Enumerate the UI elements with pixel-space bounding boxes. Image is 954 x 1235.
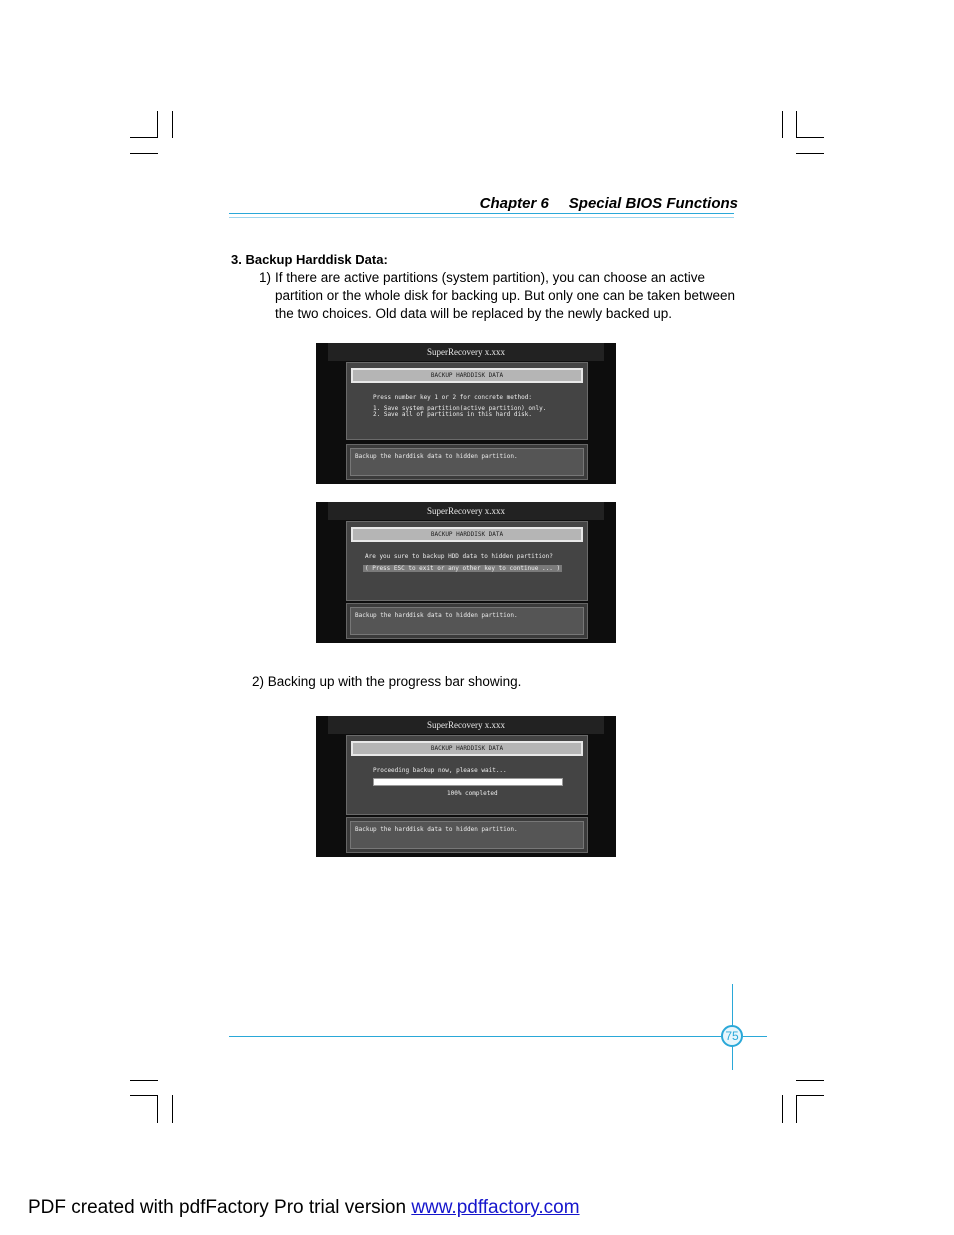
footer-crosshair — [743, 1036, 767, 1037]
crop-mark — [130, 137, 158, 138]
status-bar — [346, 603, 588, 639]
page-number: 75 — [721, 1025, 743, 1047]
crop-mark — [796, 111, 797, 138]
pdf-footer-note — [28, 1197, 580, 1219]
crop-mark — [172, 111, 173, 138]
crop-mark — [130, 153, 158, 154]
screen-title: SuperRecovery x.xxx — [427, 347, 505, 357]
paragraph-1-text: If there are active partitions (system partition), you can choose an active partition or the whole disk for backing up. But only one can be taken between the two choices. Old data will be replaced by the newly backed up. — [275, 270, 736, 321]
crop-mark — [157, 1095, 158, 1123]
section-heading: 3. Backup Harddisk Data: — [231, 252, 388, 267]
progress-bar — [373, 778, 563, 786]
panel-title: BACKUP HARDDISK DATA — [351, 741, 583, 756]
paragraph-2: 2) Backing up with the progress bar showing. — [252, 674, 522, 689]
panel-title: BACKUP HARDDISK DATA — [351, 527, 583, 542]
header-rule — [229, 213, 734, 214]
progress-completed: 100% completed — [447, 790, 498, 797]
status-text: Backup the harddisk data to hidden partition. — [355, 612, 518, 619]
panel-title: BACKUP HARDDISK DATA — [351, 368, 583, 383]
dialog-panel — [346, 362, 588, 440]
status-text: Backup the harddisk data to hidden partition. — [355, 826, 518, 833]
chapter-title: Special BIOS Functions — [568, 195, 738, 212]
chapter-label: Chapter 6 — [479, 195, 549, 212]
progress-fill — [374, 779, 562, 785]
crop-mark — [172, 1095, 173, 1123]
bios-screenshot-method — [316, 343, 616, 484]
crop-mark — [796, 1095, 797, 1123]
screen-title: SuperRecovery x.xxx — [427, 506, 505, 516]
status-bar — [346, 817, 588, 853]
crop-mark — [130, 1095, 158, 1096]
bios-screenshot-confirm — [316, 502, 616, 643]
crop-mark — [796, 1080, 824, 1081]
crop-mark — [796, 137, 824, 138]
method-option-2[interactable]: 2. Save all of partitions in this hard disk. — [373, 411, 532, 418]
screen-title: SuperRecovery x.xxx — [427, 720, 505, 730]
confirm-prompt[interactable]: ( Press ESC to exit or any other key to continue ... ) — [365, 565, 561, 572]
crop-mark — [796, 1095, 824, 1096]
crop-mark — [130, 1080, 158, 1081]
pdf-note-text: PDF created with pdfFactory Pro trial version — [28, 1197, 412, 1218]
dialog-panel — [346, 735, 588, 815]
status-text: Backup the harddisk data to hidden partition. — [355, 453, 518, 460]
pdffactory-link[interactable]: www.pdffactory.com — [411, 1197, 580, 1218]
crop-mark — [796, 153, 824, 154]
method-option-1[interactable]: 1. Save system partition(active partition) only. — [373, 405, 547, 412]
running-header — [400, 195, 738, 212]
crop-mark — [782, 1095, 783, 1123]
status-bar — [346, 444, 588, 480]
footer-rule — [229, 1036, 721, 1037]
progress-message: Proceeding backup now, please wait... — [373, 767, 507, 774]
confirm-question: Are you sure to backup HDD data to hidden partition? — [365, 553, 553, 560]
paragraph-1-number: 1) — [259, 270, 272, 285]
crop-mark — [157, 111, 158, 138]
header-rule — [229, 217, 734, 218]
crop-mark — [782, 111, 783, 138]
paragraph-1 — [259, 269, 737, 323]
bios-screenshot-progress — [316, 716, 616, 857]
method-prompt: Press number key 1 or 2 for concrete method: — [373, 394, 532, 401]
dialog-panel — [346, 521, 588, 601]
